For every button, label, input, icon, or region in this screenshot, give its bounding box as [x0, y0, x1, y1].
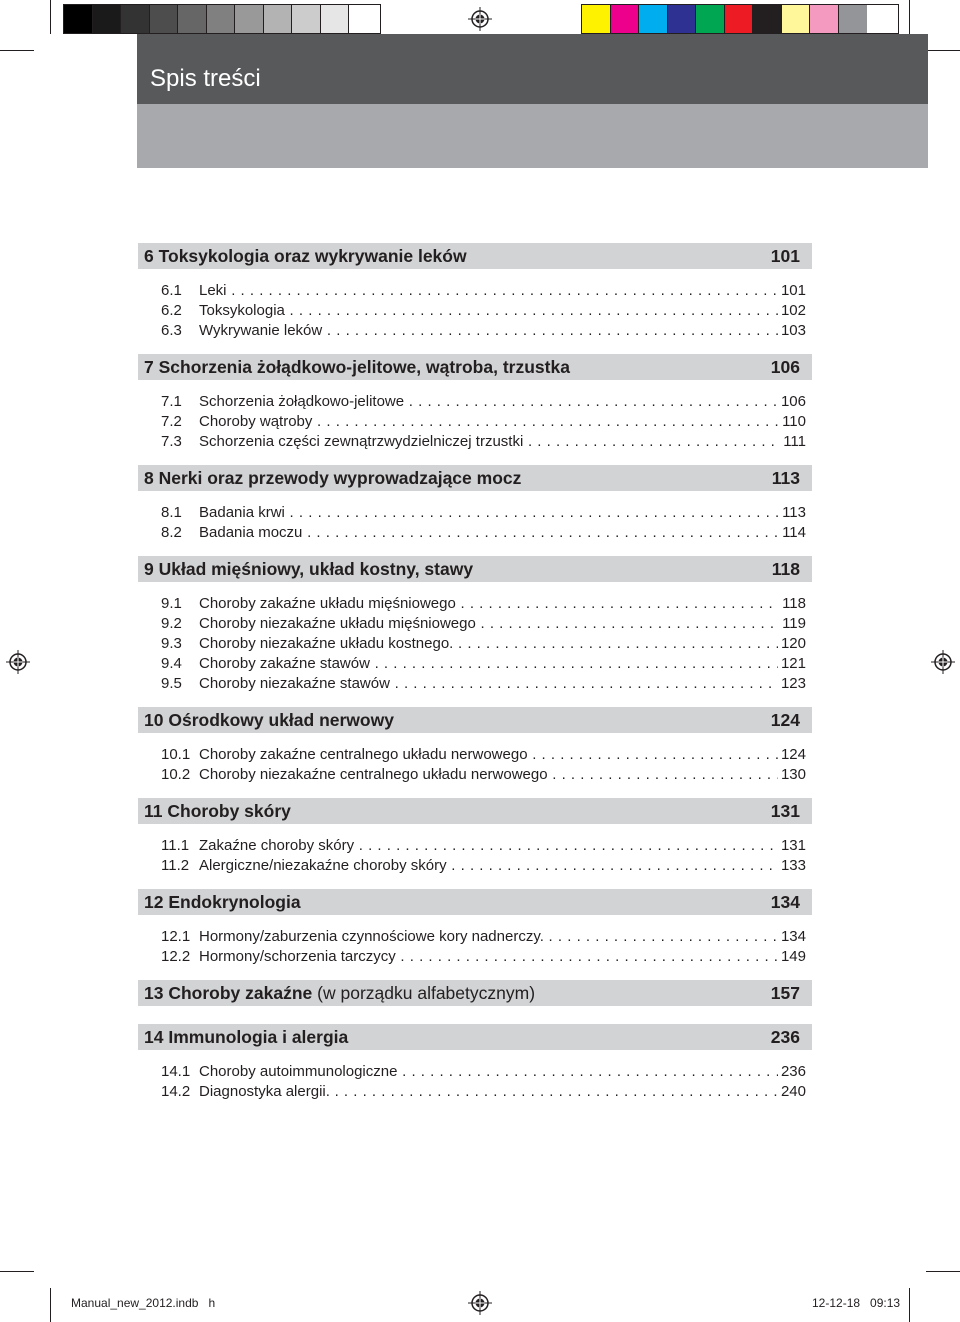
chapter-heading[interactable] [138, 354, 812, 380]
entry-title: Badania krwi [199, 504, 285, 521]
entry-number: 9.3 [161, 635, 182, 652]
toc-entry[interactable] [161, 745, 806, 765]
entry-number: 14.1 [161, 1063, 191, 1080]
entry-number: 8.2 [161, 524, 182, 541]
crop-mark [909, 1288, 910, 1322]
entry-title: Schorzenia części zewnątrzwydzielniczej trzustki [199, 433, 524, 450]
color-swatch [292, 5, 321, 33]
entry-number: 9.2 [161, 615, 182, 632]
entry-title: Zakaźne choroby skóry [199, 837, 355, 854]
entry-number: 8.1 [161, 504, 182, 521]
color-swatch [349, 5, 378, 33]
entry-title: Alergiczne/niezakaźne choroby skóry [199, 857, 447, 874]
section-spacer [138, 876, 812, 889]
chapter-heading[interactable] [138, 243, 812, 269]
registration-mark-icon [6, 650, 30, 674]
registration-mark-icon [468, 1291, 492, 1315]
entry-leader [199, 1082, 806, 1102]
color-swatch [207, 5, 236, 33]
entry-leader [199, 392, 806, 412]
entry-page-number: 102 [778, 301, 806, 321]
color-swatch [753, 5, 782, 33]
entry-page-number: 103 [778, 321, 806, 341]
entry-leader [199, 836, 806, 856]
entry-page-number: 131 [778, 836, 806, 856]
toc-entry[interactable] [161, 947, 806, 967]
color-swatch [810, 5, 839, 33]
color-swatch [150, 5, 179, 33]
color-swatch [121, 5, 150, 33]
section-spacer [138, 967, 812, 980]
page-title: Spis treści [150, 65, 261, 92]
toc-entry[interactable] [161, 856, 806, 876]
chapter-page-number: 101 [770, 246, 800, 266]
entry-number: 10.1 [161, 746, 191, 763]
chapter-number: 9 [144, 559, 154, 579]
entry-title: Choroby niezakaźne stawów [199, 675, 390, 692]
entry-title: Leki [199, 282, 227, 299]
table-of-contents [138, 243, 812, 1102]
chapter-title-text: Endokrynologia [168, 892, 301, 912]
toc-entry[interactable] [161, 1062, 806, 1082]
chapter-title-text: Układ mięśniowy, układ kostny, stawy [158, 559, 474, 579]
crop-mark [0, 50, 34, 51]
entry-number: 9.5 [161, 675, 182, 692]
entry-title: Schorzenia żołądkowo-jelitowe [199, 393, 405, 410]
cmyk-color-bar [581, 4, 899, 34]
entry-number: 7.3 [161, 433, 182, 450]
chapter-heading[interactable] [138, 556, 812, 582]
color-swatch [639, 5, 668, 33]
entry-leader [199, 765, 806, 785]
toc-entry[interactable] [161, 301, 806, 321]
entry-leader [199, 281, 806, 301]
toc-entry[interactable] [161, 412, 806, 432]
crop-mark [926, 50, 960, 51]
entry-title: Choroby niezakaźne układu mięśniowego [199, 615, 476, 632]
chapter-number: 11 [144, 801, 163, 821]
grayscale-color-bar [63, 4, 381, 34]
section-spacer [138, 341, 812, 354]
entry-leader [199, 614, 806, 634]
chapter-number: 14 [144, 1027, 164, 1047]
entry-title: Choroby zakaźne centralnego układu nerwowego [199, 746, 528, 763]
entry-page-number: 101 [778, 281, 806, 301]
chapter-page-number: 131 [770, 801, 800, 821]
entry-title: Hormony/zaburzenia czynnościowe kory nadnerczy. [199, 928, 544, 945]
crop-mark [0, 1271, 34, 1272]
entry-title: Wykrywanie leków [199, 322, 323, 339]
toc-entry[interactable] [161, 281, 806, 301]
entry-page-number: 130 [778, 765, 806, 785]
chapter-title [144, 892, 301, 912]
section-spacer [138, 694, 812, 707]
entry-page-number: 118 [779, 594, 806, 614]
registration-mark-icon [468, 7, 492, 31]
chapter-number: 13 [144, 983, 164, 1003]
chapter-title [144, 801, 291, 821]
entry-leader [199, 947, 806, 967]
toc-entry[interactable] [161, 654, 806, 674]
entry-title: Toksykologia [199, 302, 285, 319]
entry-title: Choroby zakaźne układu mięśniowego [199, 595, 456, 612]
entry-page-number: 106 [778, 392, 806, 412]
toc-entry[interactable] [161, 432, 806, 452]
entry-number: 9.4 [161, 655, 182, 672]
chapter-number: 7 [144, 357, 154, 377]
color-swatch [611, 5, 640, 33]
entry-leader [199, 745, 806, 765]
entry-page-number: 110 [779, 412, 806, 432]
entry-number: 12.1 [161, 928, 191, 945]
entry-page-number: 236 [778, 1062, 806, 1082]
toc-entry[interactable] [161, 503, 806, 523]
entry-title: Choroby autoimmunologiczne [199, 1063, 398, 1080]
footer-timestamp: 12-12-18 09:13 [812, 1296, 901, 1310]
chapter-title-text: Toksykologia oraz wykrywanie leków [158, 246, 467, 266]
entry-title: Choroby wątroby [199, 413, 313, 430]
entry-leader [199, 927, 806, 947]
chapter-page-number: 113 [771, 468, 800, 488]
chapter-title-text: Nerki oraz przewody wyprowadzające mocz [158, 468, 522, 488]
chapter-number: 10 [144, 710, 164, 730]
entry-number: 6.2 [161, 302, 182, 319]
chapter-title-text: Choroby skóry [167, 801, 291, 821]
color-swatch [582, 5, 611, 33]
chapter-page-number: 118 [771, 559, 800, 579]
crop-mark [50, 0, 51, 34]
chapter-title [144, 357, 570, 377]
toc-entry[interactable] [161, 1082, 806, 1102]
toc-entry[interactable] [161, 523, 806, 543]
entry-leader [199, 856, 806, 876]
entry-number: 7.2 [161, 413, 182, 430]
entry-number: 11.2 [161, 857, 190, 874]
entry-page-number: 114 [779, 523, 806, 543]
header-title-bar [137, 34, 928, 104]
entry-leader [199, 634, 806, 654]
entry-title: Badania moczu [199, 524, 303, 541]
color-swatch [64, 5, 93, 33]
entry-page-number: 134 [778, 927, 806, 947]
entry-leader [199, 523, 806, 543]
entry-leader [199, 594, 806, 614]
entry-page-number: 123 [778, 674, 806, 694]
toc-entry[interactable] [161, 594, 806, 614]
entry-title: Diagnostyka alergii. [199, 1083, 330, 1100]
chapter-page-number: 134 [770, 892, 800, 912]
chapter-page-number: 124 [770, 710, 800, 730]
chapter-page-number: 236 [770, 1027, 800, 1047]
entry-title: Choroby niezakaźne centralnego układu nerwowego [199, 766, 548, 783]
entry-page-number: 124 [778, 745, 806, 765]
entry-leader [199, 654, 806, 674]
entry-leader [199, 432, 806, 452]
toc-entry[interactable] [161, 765, 806, 785]
header-band [137, 34, 928, 168]
entry-number: 14.2 [161, 1083, 191, 1100]
entry-leader [199, 412, 806, 432]
color-swatch [235, 5, 264, 33]
chapter-title [144, 559, 473, 579]
color-swatch [178, 5, 207, 33]
chapter-title-text: Immunologia i alergia [168, 1027, 349, 1047]
entry-leader [199, 1062, 806, 1082]
footer-file-name: Manual_new_2012.indb h [71, 1296, 216, 1310]
entry-page-number: 119 [779, 614, 806, 634]
section-spacer [138, 452, 812, 465]
entry-number: 6.1 [161, 282, 182, 299]
color-swatch [668, 5, 697, 33]
chapter-heading[interactable] [138, 1024, 812, 1050]
toc-entry[interactable] [161, 392, 806, 412]
entry-number: 10.2 [161, 766, 191, 783]
section-spacer [138, 543, 812, 556]
chapter-heading[interactable] [138, 707, 812, 733]
color-swatch [696, 5, 725, 33]
color-swatch [264, 5, 293, 33]
toc-entry[interactable] [161, 836, 806, 856]
entry-page-number: 113 [779, 503, 806, 523]
toc-entry[interactable] [161, 321, 806, 341]
color-swatch [725, 5, 754, 33]
chapter-title [144, 468, 521, 488]
registration-mark-icon [931, 650, 955, 674]
entry-leader [199, 301, 806, 321]
entry-page-number: 240 [778, 1082, 806, 1102]
color-swatch [93, 5, 122, 33]
toc-entry[interactable] [161, 927, 806, 947]
chapter-title [144, 246, 467, 266]
chapter-title [144, 983, 535, 1003]
chapter-page-number: 106 [770, 357, 800, 377]
entry-title: Choroby zakaźne stawów [199, 655, 370, 672]
entry-number: 12.2 [161, 948, 191, 965]
entry-page-number: 149 [778, 947, 806, 967]
chapter-title-text: Ośrodkowy układ nerwowy [168, 710, 394, 730]
entry-page-number: 121 [778, 654, 806, 674]
chapter-title [144, 710, 394, 730]
chapter-number: 6 [144, 246, 154, 266]
entry-leader [199, 674, 806, 694]
chapter-heading[interactable] [138, 465, 812, 491]
section-spacer [138, 785, 812, 798]
chapter-title [144, 1027, 348, 1047]
toc-entry[interactable] [161, 614, 806, 634]
color-swatch [782, 5, 811, 33]
chapter-heading[interactable] [138, 889, 812, 915]
entry-number: 9.1 [161, 595, 182, 612]
toc-entry[interactable] [161, 634, 806, 654]
chapter-heading[interactable] [138, 798, 812, 824]
crop-mark [50, 1288, 51, 1322]
crop-mark [926, 1271, 960, 1272]
chapter-number: 8 [144, 468, 154, 488]
crop-mark [909, 0, 910, 34]
chapter-page-number: 157 [770, 983, 800, 1003]
entry-page-number: 111 [780, 432, 806, 452]
color-swatch [839, 5, 868, 33]
entry-number: 11.1 [161, 837, 190, 854]
entry-page-number: 133 [778, 856, 806, 876]
entry-page-number: 120 [778, 634, 806, 654]
entry-leader [199, 503, 806, 523]
chapter-title-text: Schorzenia żołądkowo-jelitowe, wątroba, trzustka [158, 357, 570, 377]
entry-leader [199, 321, 806, 341]
entry-number: 6.3 [161, 322, 182, 339]
chapter-number: 12 [144, 892, 164, 912]
chapter-title-suffix: (w porządku alfabetycznym) [317, 983, 536, 1003]
entry-title: Hormony/schorzenia tarczycy [199, 948, 396, 965]
color-swatch [321, 5, 350, 33]
entry-title: Choroby niezakaźne układu kostnego. [199, 635, 454, 652]
toc-entry[interactable] [161, 674, 806, 694]
entry-number: 7.1 [161, 393, 182, 410]
chapter-heading[interactable] [138, 980, 812, 1006]
chapter-title-text: Choroby zakaźne [168, 983, 313, 1003]
